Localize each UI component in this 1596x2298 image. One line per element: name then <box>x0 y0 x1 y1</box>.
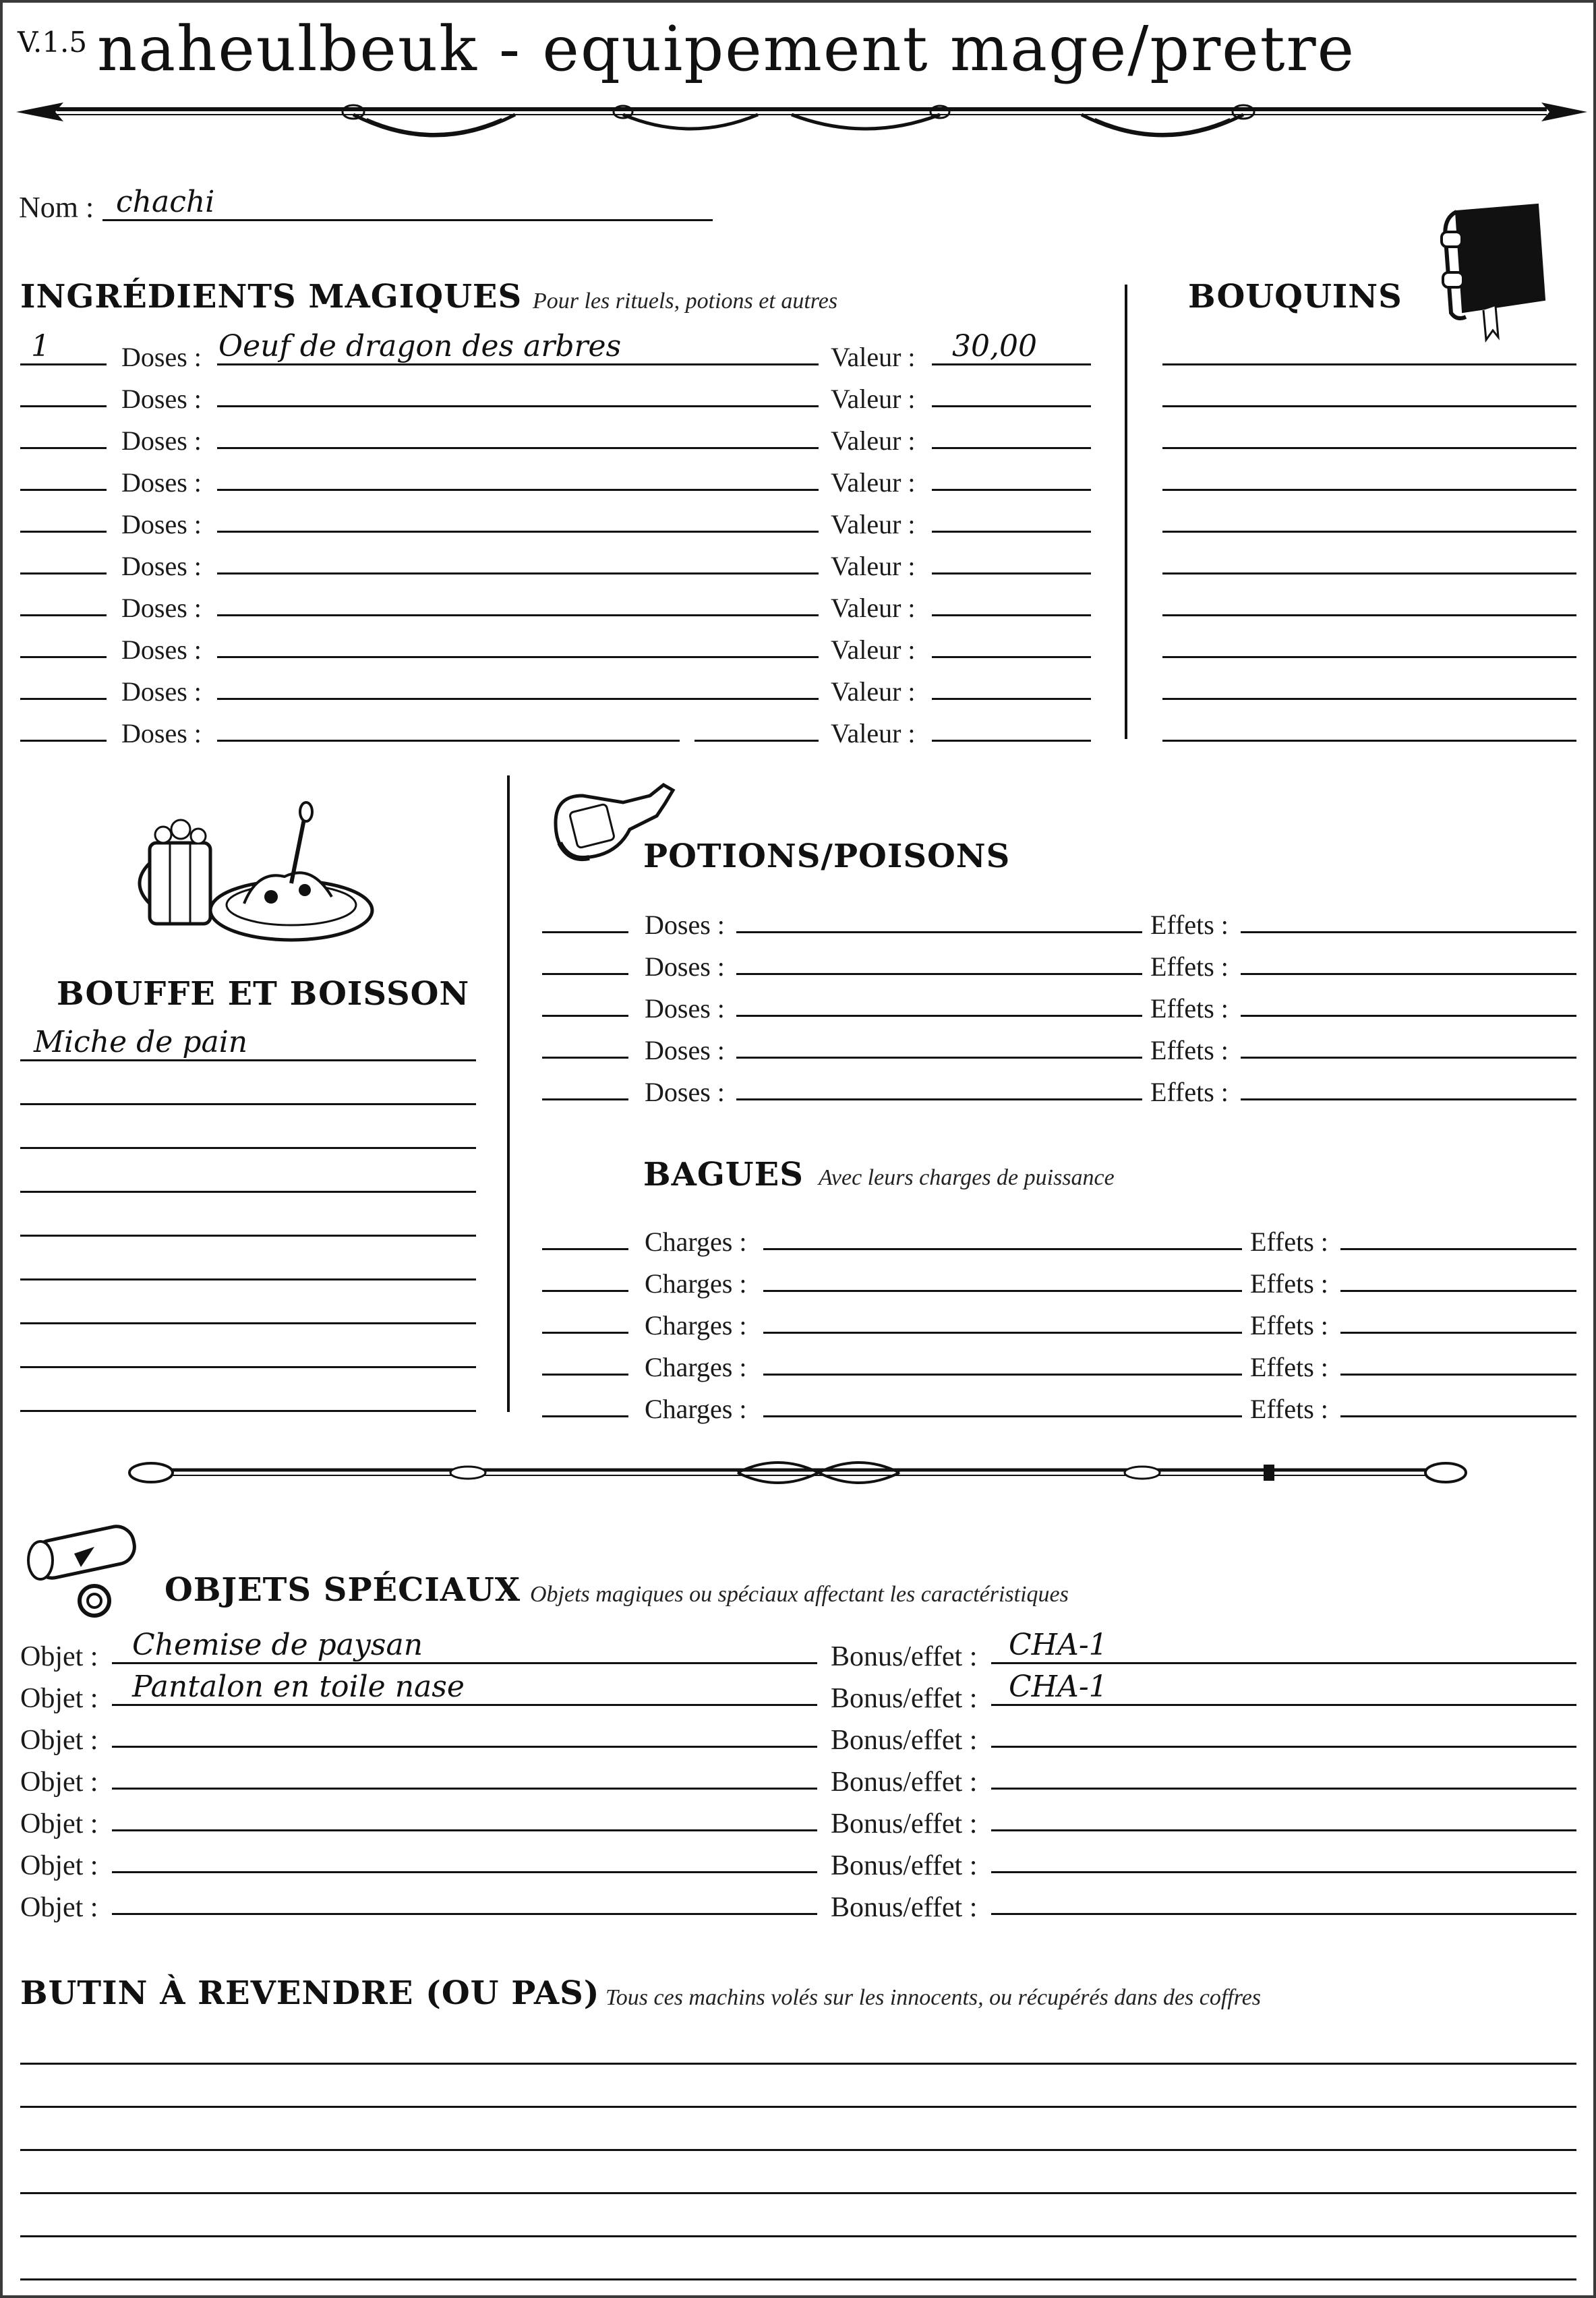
bague-charges-field[interactable] <box>763 1208 1242 1250</box>
ingredient-name-field[interactable] <box>217 407 819 449</box>
ingredient-name-field[interactable] <box>217 658 819 700</box>
bague-charges-label: Charges : <box>645 1227 747 1257</box>
bouquin-line[interactable] <box>1162 574 1576 616</box>
bouffe-line[interactable] <box>20 1370 476 1412</box>
potion-effets-field[interactable] <box>1241 975 1576 1017</box>
ingredient-valeur-field-value: 30,00 <box>952 329 1037 363</box>
bonus-field[interactable] <box>991 1790 1576 1831</box>
butin-line[interactable] <box>20 2109 1576 2151</box>
bouffe-line-value: Miche de pain <box>34 1025 248 1059</box>
bonus-field-value: CHA-1 <box>1009 1628 1108 1662</box>
butin-line[interactable] <box>20 2196 1576 2237</box>
ingredient-doses-label: Doses : <box>121 425 202 456</box>
objet-field[interactable] <box>112 1873 817 1915</box>
ingredient-qty-field[interactable] <box>20 365 107 407</box>
bouquin-line[interactable] <box>1162 700 1576 742</box>
bague-charges-field[interactable] <box>763 1334 1242 1376</box>
bouquins-title: BOUQUINS <box>1188 278 1402 316</box>
bonus-field-value: CHA-1 <box>1009 1670 1108 1704</box>
version-label: V.1.5 <box>18 26 88 59</box>
bonus-label: Bonus/effet : <box>831 1725 978 1756</box>
ingredient-valeur-label: Valeur : <box>831 467 916 498</box>
bouquin-line[interactable] <box>1162 365 1576 407</box>
ingredient-doses-label: Doses : <box>121 509 202 539</box>
butin-title: BUTIN À REVENDRE (OU PAS) <box>20 1974 600 2012</box>
ingredient-name-field-value: Oeuf de dragon des arbres <box>218 329 622 363</box>
bonus-label: Bonus/effet : <box>831 1683 978 1714</box>
ingredient-name-field[interactable] <box>217 700 680 742</box>
potion-effets-label: Effets : <box>1150 993 1229 1024</box>
ingredient-qty-field[interactable] <box>20 533 107 574</box>
ingredients-subtitle: Pour les rituels, potions et autres <box>533 289 838 314</box>
butin-line[interactable] <box>20 2023 1576 2065</box>
potion-effets-field[interactable] <box>1241 1059 1576 1100</box>
bague-effets-field[interactable] <box>1340 1250 1576 1292</box>
ingredient-valeur-label: Valeur : <box>831 718 916 748</box>
potion-effets-field[interactable] <box>1241 933 1576 975</box>
potion-qty-field[interactable] <box>542 891 628 933</box>
potion-effets-label: Effets : <box>1150 1077 1229 1107</box>
bouquin-line[interactable] <box>1162 533 1576 574</box>
objets-title: OBJETS SPÉCIAUX <box>165 1571 521 1609</box>
ingredient-name-field[interactable] <box>217 616 819 658</box>
bonus-field[interactable] <box>991 1664 1576 1706</box>
potion-qty-field[interactable] <box>542 1017 628 1059</box>
bague-qty-field[interactable] <box>542 1250 628 1292</box>
ingredient-qty-field[interactable] <box>20 574 107 616</box>
butin-line[interactable] <box>20 2239 1576 2280</box>
bague-charges-label: Charges : <box>645 1352 747 1382</box>
ingredient-doses-label: Doses : <box>121 342 202 372</box>
potion-effets-field[interactable] <box>1241 1017 1576 1059</box>
potion-doses-label: Doses : <box>645 1035 725 1065</box>
butin-line[interactable] <box>20 2066 1576 2108</box>
ingredient-qty-field[interactable] <box>20 407 107 449</box>
potion-doses-label: Doses : <box>645 993 725 1024</box>
potion-doses-field[interactable] <box>736 933 1142 975</box>
objet-label: Objet : <box>20 1767 98 1798</box>
bonus-field[interactable] <box>991 1622 1576 1664</box>
objet-field-value: Chemise de paysan <box>132 1628 423 1662</box>
bouffe-line[interactable] <box>20 1151 476 1193</box>
potion-doses-field[interactable] <box>736 1059 1142 1100</box>
ingredient-name-field[interactable] <box>217 533 819 574</box>
bonus-field[interactable] <box>991 1873 1576 1915</box>
bonus-label: Bonus/effet : <box>831 1641 978 1672</box>
ingredient-name-field-extra[interactable] <box>694 700 819 742</box>
ingredient-name-field[interactable] <box>217 574 819 616</box>
potion-qty-field[interactable] <box>542 1059 628 1100</box>
bagues-title: BAGUES <box>643 1156 804 1194</box>
ingredient-valeur-field[interactable] <box>932 324 1091 365</box>
bague-effets-label: Effets : <box>1250 1268 1328 1299</box>
spear-divider-top <box>16 89 1587 150</box>
bouquin-line[interactable] <box>1162 491 1576 533</box>
bonus-field[interactable] <box>991 1706 1576 1748</box>
ingredient-valeur-field[interactable] <box>932 365 1091 407</box>
ingredient-doses-label: Doses : <box>121 467 202 498</box>
objet-field[interactable] <box>112 1790 817 1831</box>
bouquin-line[interactable] <box>1162 658 1576 700</box>
nom-value: chachi <box>116 185 215 219</box>
bague-effets-label: Effets : <box>1250 1352 1328 1382</box>
bouffe-line[interactable] <box>20 1283 476 1324</box>
potion-effets-label: Effets : <box>1150 910 1229 940</box>
ingredient-qty-field[interactable] <box>20 616 107 658</box>
potion-effets-label: Effets : <box>1150 951 1229 982</box>
bonus-label: Bonus/effet : <box>831 1767 978 1798</box>
bouffe-line[interactable] <box>20 1195 476 1237</box>
potion-effets-field[interactable] <box>1241 891 1576 933</box>
ingredient-valeur-label: Valeur : <box>831 384 916 414</box>
bouffe-line[interactable] <box>20 1239 476 1280</box>
bonus-label: Bonus/effet : <box>831 1808 978 1839</box>
bague-effets-label: Effets : <box>1250 1227 1328 1257</box>
potion-doses-field[interactable] <box>736 891 1142 933</box>
ingredient-qty-field-value: 1 <box>31 329 50 363</box>
bonus-field[interactable] <box>991 1748 1576 1790</box>
ingredient-valeur-field[interactable] <box>932 533 1091 574</box>
ingredient-name-field[interactable] <box>217 491 819 533</box>
ingredient-name-field[interactable] <box>217 365 819 407</box>
staff-divider <box>131 1452 1466 1493</box>
bouquin-line[interactable] <box>1162 407 1576 449</box>
ingredient-doses-label: Doses : <box>121 593 202 623</box>
potion-effets-label: Effets : <box>1150 1035 1229 1065</box>
ingredient-valeur-field[interactable] <box>932 449 1091 491</box>
bague-qty-field[interactable] <box>542 1292 628 1334</box>
objet-field[interactable] <box>112 1831 817 1873</box>
potion-doses-label: Doses : <box>645 1077 725 1107</box>
ingredient-doses-label: Doses : <box>121 635 202 665</box>
objet-label: Objet : <box>20 1641 98 1672</box>
bouffe-title: BOUFFE ET BOISSON <box>57 975 470 1013</box>
ingredient-valeur-field[interactable] <box>932 700 1091 742</box>
bague-effets-field[interactable] <box>1340 1292 1576 1334</box>
bague-effets-field[interactable] <box>1340 1208 1576 1250</box>
ingredient-valeur-label: Valeur : <box>831 551 916 581</box>
ingredient-valeur-label: Valeur : <box>831 676 916 707</box>
bagues-subtitle: Avec leurs charges de puissance <box>819 1165 1115 1190</box>
bague-charges-field[interactable] <box>763 1250 1242 1292</box>
ingredient-qty-field[interactable] <box>20 700 107 742</box>
ingredient-valeur-field[interactable] <box>932 491 1091 533</box>
bague-effets-field[interactable] <box>1340 1376 1576 1417</box>
bonus-label: Bonus/effet : <box>831 1850 978 1881</box>
potion-doses-field[interactable] <box>736 1017 1142 1059</box>
bouffe-line[interactable] <box>20 1326 476 1368</box>
bouquin-line[interactable] <box>1162 449 1576 491</box>
ingredient-doses-label: Doses : <box>121 551 202 581</box>
objet-label: Objet : <box>20 1892 98 1923</box>
ingredient-name-field[interactable] <box>217 449 819 491</box>
ingredient-doses-label: Doses : <box>121 384 202 414</box>
ingredient-valeur-field[interactable] <box>932 616 1091 658</box>
objet-field[interactable] <box>112 1706 817 1748</box>
bague-charges-label: Charges : <box>645 1268 747 1299</box>
potion-qty-field[interactable] <box>542 975 628 1017</box>
bague-qty-field[interactable] <box>542 1208 628 1250</box>
scroll-ring-icon <box>20 1513 155 1621</box>
bague-charges-label: Charges : <box>645 1394 747 1424</box>
bouffe-line[interactable] <box>20 1107 476 1149</box>
ingredient-valeur-label: Valeur : <box>831 635 916 665</box>
objet-field-value: Pantalon en toile nase <box>132 1670 465 1704</box>
ingredient-qty-field[interactable] <box>20 658 107 700</box>
butin-line[interactable] <box>20 2152 1576 2194</box>
objet-field[interactable] <box>112 1664 817 1706</box>
bague-qty-field[interactable] <box>542 1376 628 1417</box>
ingredients-title: INGRÉDIENTS MAGIQUES <box>20 278 523 316</box>
ingredient-valeur-field[interactable] <box>932 407 1091 449</box>
objet-label: Objet : <box>20 1808 98 1839</box>
ingredient-valeur-label: Valeur : <box>831 342 916 372</box>
ingredient-valeur-field[interactable] <box>932 658 1091 700</box>
objets-subtitle: Objets magiques ou spéciaux affectant les caractéristiques <box>530 1582 1069 1607</box>
bouffe-separator <box>507 775 510 1412</box>
ingredient-valeur-field[interactable] <box>932 574 1091 616</box>
potion-qty-field[interactable] <box>542 933 628 975</box>
nom-field[interactable] <box>102 179 713 221</box>
ingredient-valeur-label: Valeur : <box>831 593 916 623</box>
bouffe-line[interactable] <box>20 1063 476 1105</box>
bouffe-line[interactable] <box>20 1020 476 1061</box>
page-title: naheulbeuk - equipement mage/pretre <box>97 13 1356 85</box>
nom-label: Nom : <box>19 191 94 224</box>
food-icon <box>143 802 372 944</box>
bague-charges-label: Charges : <box>645 1310 747 1340</box>
bague-charges-field[interactable] <box>763 1292 1242 1334</box>
ingredient-valeur-label: Valeur : <box>831 425 916 456</box>
potions-title: POTIONS/POISONS <box>643 837 1011 875</box>
bouquin-line[interactable] <box>1162 324 1576 365</box>
bague-effets-label: Effets : <box>1250 1394 1328 1424</box>
bague-charges-field[interactable] <box>763 1376 1242 1417</box>
objet-field[interactable] <box>112 1748 817 1790</box>
bouquin-line[interactable] <box>1162 616 1576 658</box>
objet-field[interactable] <box>112 1622 817 1664</box>
ingredient-qty-field[interactable] <box>20 324 107 365</box>
objet-label: Objet : <box>20 1850 98 1881</box>
butin-subtitle: Tous ces machins volés sur les innocents, ou récupérés dans des coffres <box>605 1985 1262 2010</box>
objet-label: Objet : <box>20 1683 98 1714</box>
bague-effets-field[interactable] <box>1340 1334 1576 1376</box>
ingredient-qty-field[interactable] <box>20 449 107 491</box>
ingredient-name-field[interactable] <box>217 324 819 365</box>
ingredient-doses-label: Doses : <box>121 718 202 748</box>
potion-doses-field[interactable] <box>736 975 1142 1017</box>
bague-qty-field[interactable] <box>542 1334 628 1376</box>
potion-doses-label: Doses : <box>645 910 725 940</box>
objet-label: Objet : <box>20 1725 98 1756</box>
bonus-field[interactable] <box>991 1831 1576 1873</box>
potion-doses-label: Doses : <box>645 951 725 982</box>
ingredient-valeur-label: Valeur : <box>831 509 916 539</box>
ingredients-separator <box>1125 285 1127 739</box>
ingredient-qty-field[interactable] <box>20 491 107 533</box>
bonus-label: Bonus/effet : <box>831 1892 978 1923</box>
book-icon <box>1436 198 1551 340</box>
ingredient-doses-label: Doses : <box>121 676 202 707</box>
bague-effets-label: Effets : <box>1250 1310 1328 1340</box>
